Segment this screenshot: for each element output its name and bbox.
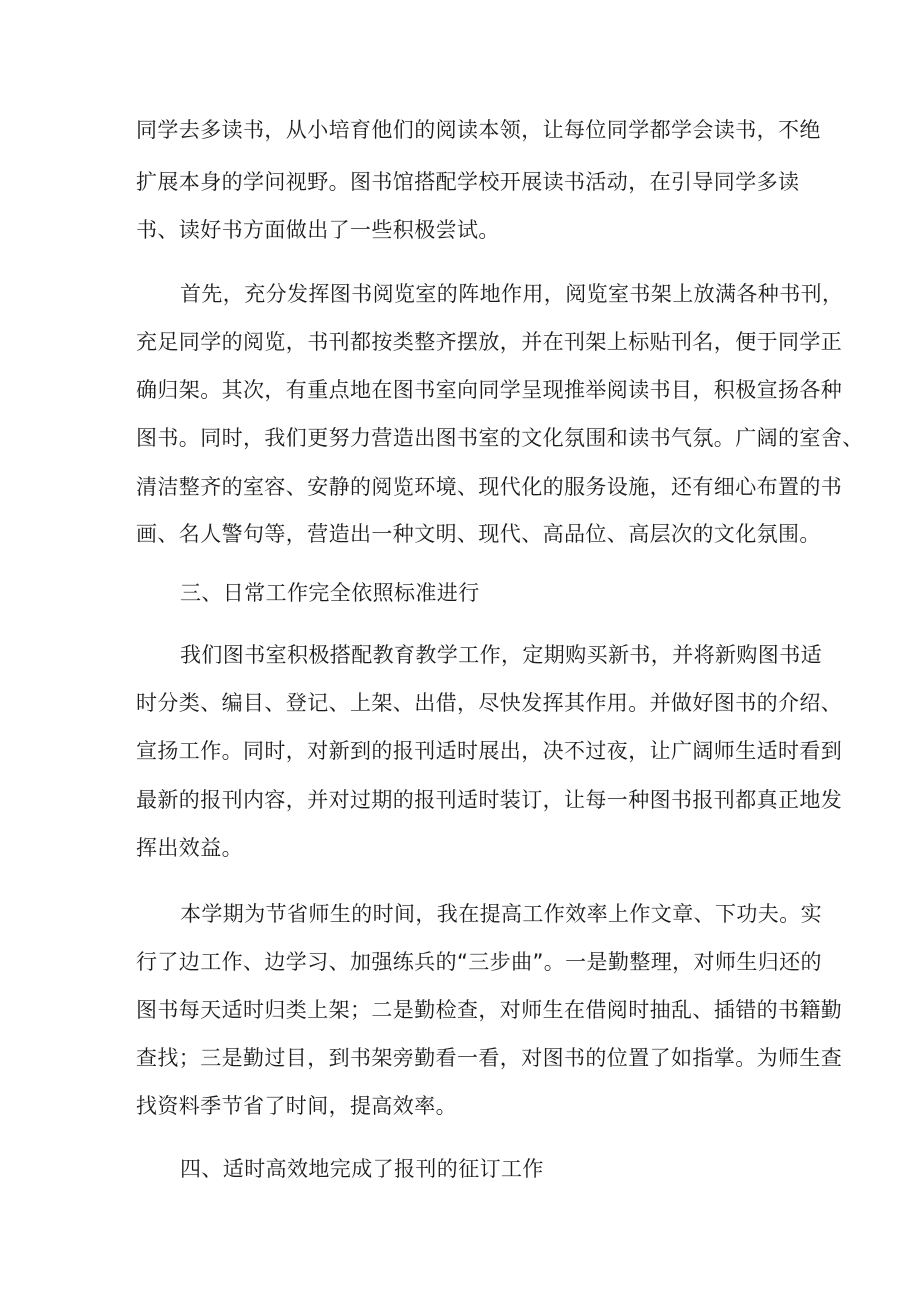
paragraph-line: 图书。同时，我们更努力营造出图书室的文化氛围和读书气氛。广阔的室舍、 (136, 426, 864, 450)
paragraph-line: 挥出效益。 (136, 836, 243, 860)
paragraph-line: 本学期为节省师生的时间，我在提高工作效率上作文章、下功夫。实 (180, 902, 822, 926)
paragraph-line: 清洁整齐的室容、安静的阅览环境、现代化的服务设施，还有细心布置的书 (136, 475, 843, 499)
paragraph-line: 画、名人警句等，营造出一种文明、现代、高品位、高层次的文化氛围。 (136, 522, 821, 546)
section-heading-4: 四、适时高效地完成了报刊的征订工作 (180, 1157, 544, 1181)
paragraph-line: 确归架。其次，有重点地在图书室向同学呈现推举阅读书目，积极宣扬各种 (136, 378, 843, 402)
paragraph-line: 书、读好书方面做出了一些积极尝试。 (136, 218, 500, 242)
paragraph-line: 时分类、编目、登记、上架、出借，尽快发挥其作用。并做好图书的介绍、 (136, 691, 843, 715)
paragraph-line: 扩展本身的学问视野。图书馆搭配学校开展读书活动，在引导同学多读 (136, 170, 800, 194)
paragraph-line: 最新的报刊内容，并对过期的报刊适时装订，让每一种图书报刊都真正地发 (136, 788, 843, 812)
paragraph-line: 充足同学的阅览，书刊都按类整齐摆放，并在刊架上标贴刊名，便于同学正 (136, 330, 843, 354)
paragraph-line: 图书每天适时归类上架；二是勤检查，对师生在借阅时抽乱、插错的书籍勤 (136, 998, 843, 1022)
paragraph-line: 我们图书室积极搭配教育教学工作，定期购买新书，并将新购图书适 (180, 643, 822, 667)
section-heading-3: 三、日常工作完全依照标准进行 (180, 581, 480, 605)
paragraph-line: 首先，充分发挥图书阅览室的阵地作用，阅览室书架上放满各种书刊， (180, 282, 844, 306)
paragraph-line: 宣扬工作。同时，对新到的报刊适时展出，决不过夜，让广阔师生适时看到 (136, 739, 843, 763)
paragraph-line: 同学去多读书，从小培育他们的阅读本领，让每位同学都学会读书，不绝 (136, 118, 821, 142)
paragraph-line: 找资料季节省了时间，提高效率。 (136, 1094, 457, 1118)
paragraph-line: 行了边工作、边学习、加强练兵的“三步曲”。一是勤整理，对师生归还的 (136, 950, 822, 974)
paragraph-line: 查找；三是勤过目，到书架旁勤看一看，对图书的位置了如指掌。为师生查 (136, 1046, 843, 1070)
